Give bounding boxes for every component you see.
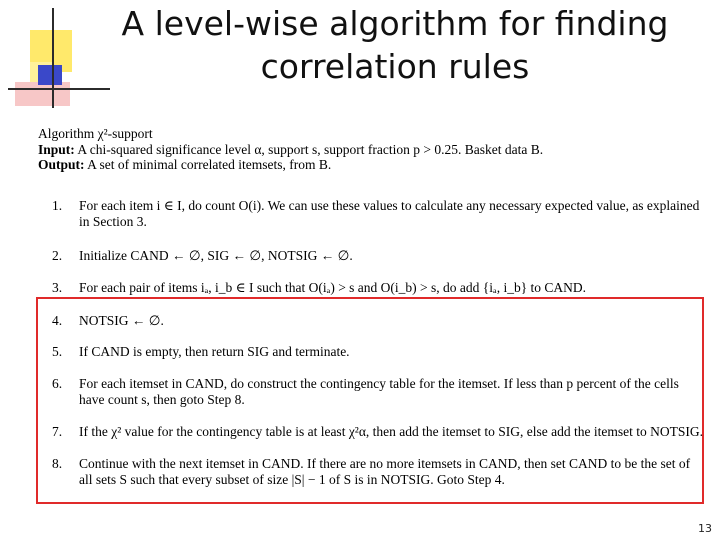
step-text: If CAND is empty, then return SIG and terminate. [79,344,350,359]
step-number: 8. [52,456,63,471]
step-text: Continue with the next itemset in CAND. If there are no more itemsets in CAND, then set CAND to be the set of all sets S such that every subset of size |S| − 1 of S is in NOTSIG. Goto Step 4. [79,456,691,487]
step-number: 4. [52,313,63,328]
step-text: For each itemset in CAND, do construct the contingency table for the itemset. If less than p percent of the cells have count s, then goto Step 8. [79,376,679,407]
logo-pink-block [15,82,70,106]
step-3 [38,280,703,296]
slide-title [115,2,675,88]
logo-horizontal-line [8,88,110,90]
step-text: Initialize CAND ← ∅, SIG ← ∅, NOTSIG ← ∅. [79,248,353,263]
page-number: 13 [698,522,712,535]
step-text: For each item i ∈ I, do count O(i). We can use these values to calculate any necessary expected value, as explained in Section 3. [79,198,700,229]
slide-title-line-2: correlation rules [260,47,530,86]
step-2 [38,248,703,264]
algorithm-header [38,126,703,173]
algorithm-name: Algorithm χ²-support [38,126,153,141]
slide-title-line-1: A level-wise algorithm for finding [121,4,669,43]
algorithm-output-line [38,157,703,173]
algorithm-input-line [38,142,703,158]
step-number: 2. [52,248,63,263]
step-number: 5. [52,344,63,359]
step-text: For each pair of items iₐ, i_b ∈ I such that O(iₐ) > s and O(i_b) > s, do add {iₐ, i_b} to CAND. [79,280,587,295]
input-text: A chi-squared significance level α, support s, support fraction p > 0.25. Basket data B. [77,141,544,157]
input-label: Input: [38,141,75,157]
step-text: If the χ² value for the contingency table is at least χ²α, then add the itemset to SIG, else add the itemset to NOTSIG. [79,424,703,439]
corner-logo [0,0,120,110]
output-label: Output: [38,157,85,172]
logo-blue-square [38,65,62,85]
logo-vertical-line [52,8,54,108]
step-number: 1. [52,198,63,213]
highlight-box [36,297,704,504]
output-text: A set of minimal correlated itemsets, from B. [87,157,332,172]
step-1 [38,198,703,229]
step-number: 6. [52,376,63,391]
step-number: 3. [52,280,63,295]
step-number: 7. [52,424,63,439]
step-text: NOTSIG ← ∅. [79,313,164,328]
